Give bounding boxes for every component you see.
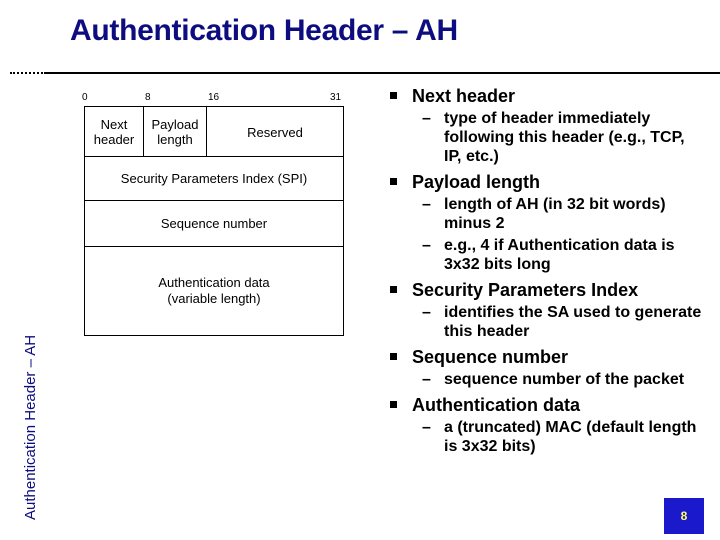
square-bullet-icon xyxy=(390,92,397,99)
bit-label-8: 8 xyxy=(145,92,151,103)
bullet-next-header xyxy=(386,86,706,106)
dash-icon: – xyxy=(422,304,431,321)
bullet-list xyxy=(386,86,706,456)
bullet-authentication-data xyxy=(386,395,706,415)
auth-data-label: Authentication data xyxy=(158,275,270,290)
dash-icon: – xyxy=(422,371,431,388)
square-bullet-icon xyxy=(390,401,397,408)
sub-bullet xyxy=(386,303,706,341)
square-bullet-icon xyxy=(390,286,397,293)
field-payload-length: Payload length xyxy=(144,107,207,157)
packet-row-1 xyxy=(85,107,343,157)
sub-bullet xyxy=(386,109,706,166)
sub-bullet-text: length of AH (in 32 bit words) minus 2 xyxy=(444,196,666,232)
page-number-badge: 8 xyxy=(664,498,704,534)
field-spi: Security Parameters Index (SPI) xyxy=(85,157,343,201)
sub-bullet-text: sequence number of the packet xyxy=(444,371,685,388)
square-bullet-icon xyxy=(390,353,397,360)
field-next-header: Next header xyxy=(85,107,144,157)
bit-label-16: 16 xyxy=(208,92,220,103)
sub-bullet-text: identifies the SA used to generate this header xyxy=(444,304,702,340)
square-bullet-icon xyxy=(390,178,397,185)
sub-bullet xyxy=(386,236,706,274)
dash-icon: – xyxy=(422,237,431,254)
bit-label-31: 31 xyxy=(330,92,342,103)
auth-data-note: (variable length) xyxy=(167,291,261,306)
field-sequence-number: Sequence number xyxy=(85,201,343,247)
field-reserved: Reserved xyxy=(247,124,303,140)
sub-bullet-text: e.g., 4 if Authentication data is 3x32 bits long xyxy=(444,237,675,273)
dash-icon: – xyxy=(422,196,431,213)
ah-packet-diagram xyxy=(84,106,344,336)
sub-bullet xyxy=(386,195,706,233)
bullet-title: Authentication data xyxy=(412,395,581,415)
bullet-title: Payload length xyxy=(412,172,541,192)
dash-icon: – xyxy=(422,110,431,127)
field-authentication-data xyxy=(85,247,343,335)
sub-bullet-text: type of header immediately following this header (e.g., TCP, IP, etc.) xyxy=(444,110,685,165)
side-title: Authentication Header – AH xyxy=(22,334,39,520)
dash-icon: – xyxy=(422,419,431,436)
bullet-title: Security Parameters Index xyxy=(412,280,639,300)
bullet-payload-length xyxy=(386,172,706,192)
bullet-spi xyxy=(386,280,706,300)
sub-bullet-text: a (truncated) MAC (default length is 3x32 bits) xyxy=(444,419,697,455)
bullet-title: Next header xyxy=(412,86,516,106)
slide-title: Authentication Header – AH xyxy=(70,14,458,47)
bullet-title: Sequence number xyxy=(412,347,569,367)
sub-bullet xyxy=(386,370,706,389)
title-bar xyxy=(0,0,720,72)
title-rule xyxy=(46,72,720,74)
bullet-sequence-number xyxy=(386,347,706,367)
sub-bullet xyxy=(386,418,706,456)
bit-label-0: 0 xyxy=(82,92,88,103)
